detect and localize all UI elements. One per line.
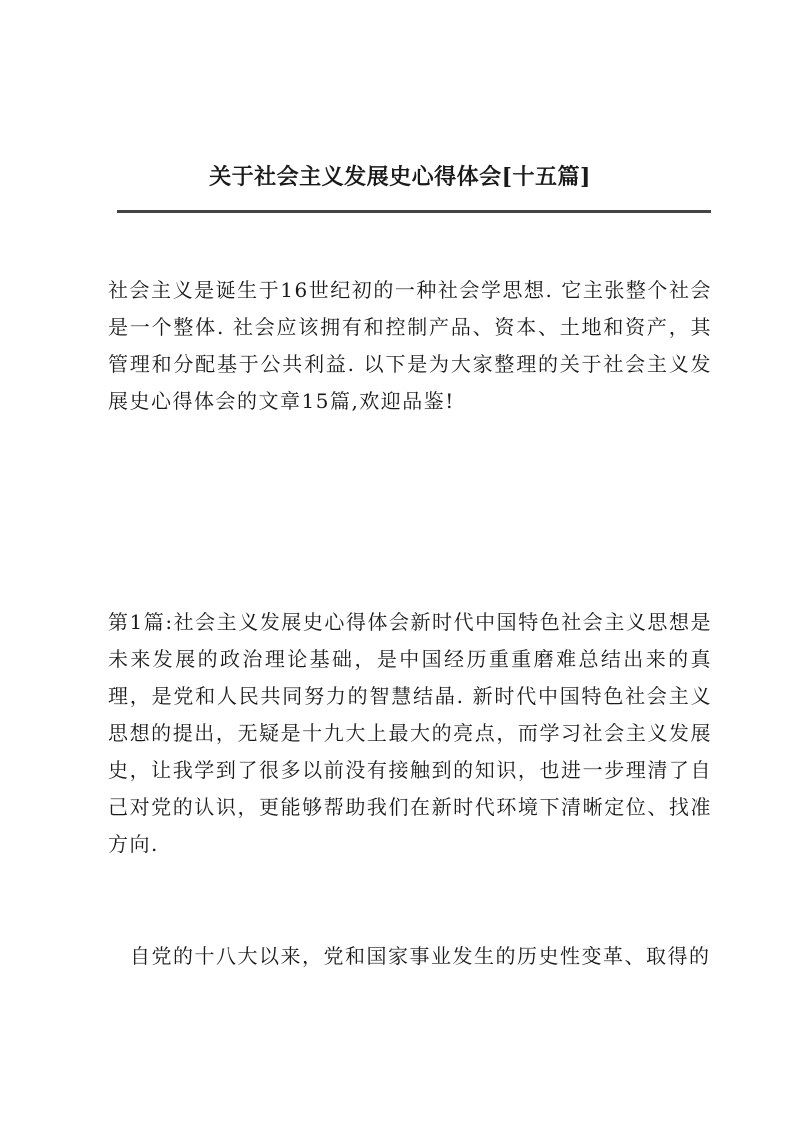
intro-paragraph: 社会主义是诞生于16世纪初的一种社会学思想. 它主张整个社会是一个整体. 社会应该拥有和控制产品、资本、土地和资产，其管理和分配基于公共利益. 以下是为大家整理的关于社会主义发展史心得体会的文章15篇,欢迎品鉴!	[108, 278, 712, 413]
document-title: 关于社会主义发展史心得体会[十五篇]	[209, 164, 591, 190]
title-divider	[117, 210, 711, 213]
section-2-paragraph: 自党的十八大以来，党和国家事业发生的历史性变革、取得的	[130, 944, 711, 968]
section-1-paragraph: 第1篇:社会主义发展史心得体会新时代中国特色社会主义思想是未来发展的政治理论基础，是中国经历重重磨难总结出来的真理，是党和人民共同努力的智慧结晶. 新时代中国特色社会主义思想的提出，无疑是十九大上最大的亮点，而学习社会主义发展史，让我学到了很多以前没有接触到的知识，也进一步理清了自己对党的认识，更能够帮助我们在新时代环境下清晰定位、找准方向.	[108, 610, 712, 856]
